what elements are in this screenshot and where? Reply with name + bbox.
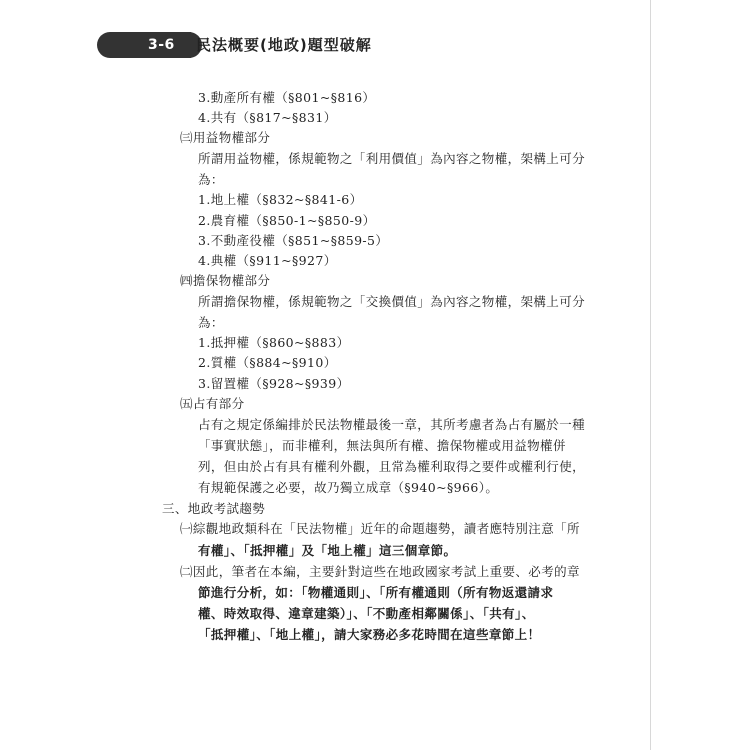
running-header-title: 民法概要(地政)題型破解 — [196, 36, 372, 54]
body-line: ㈢用益物權部分 — [180, 130, 271, 145]
body-line: ㈠綜觀地政類科在「民法物權」近年的命題趨勢，讀者應特別注意「所 — [180, 521, 580, 536]
body-line: 1.抵押權（§860~§883） — [198, 335, 350, 350]
body-line: 占有之規定係編排於民法物權最後一章，其所考慮者為占有屬於一種 — [198, 417, 586, 432]
body-line: 4.典權（§911~§927） — [198, 253, 337, 268]
body-line: 節進行分析，如：「物權通則」、「所有權通則（所有物返還請求 — [198, 585, 554, 600]
body-line: 為： — [198, 315, 224, 330]
body-line: 權、時效取得、違章建築）」、「不動產相鄰關係」、「共有」、 — [198, 606, 535, 621]
chapter-number: 3-6 — [148, 37, 175, 53]
body-line: 3.動產所有權（§801~§816） — [198, 90, 376, 105]
body-line: 列，但由於占有具有權利外觀，且常為權利取得之要件或權利行使， — [198, 459, 586, 474]
body-line: 有權」、「抵押權」及「地上權」這三個章節。 — [198, 543, 457, 558]
body-line: 2.農育權（§850-1~§850-9） — [198, 213, 376, 228]
body-line: 2.質權（§884~§910） — [198, 355, 337, 370]
body-line: 3.不動產役權（§851~§859-5） — [198, 233, 389, 248]
body-line: 為： — [198, 172, 224, 187]
body-line: ㈣擔保物權部分 — [180, 273, 271, 288]
body-line: 「抵押權」、「地上權」，請大家務必多花時間在這些章節上！ — [198, 627, 541, 642]
body-line: 有規範保護之必要，故乃獨立成章（§940~§966）。 — [198, 480, 499, 495]
body-line: 1.地上權（§832~§841-6） — [198, 192, 363, 207]
body-line: 所謂擔保物權，係規範物之「交換價值」為內容之物權，架構上可分 — [198, 294, 586, 309]
body-line: ㈤占有部分 — [180, 396, 245, 411]
body-line: 三、地政考試趨勢 — [162, 501, 266, 516]
body-line: 所謂用益物權，係規範物之「利用價值」為內容之物權，架構上可分 — [198, 151, 586, 166]
body-line: 3.留置權（§928~§939） — [198, 376, 350, 391]
body-line: 「事實狀態」，而非權利，無法與所有權、擔保物權或用益物權併 — [198, 438, 566, 453]
page-spine-divider — [650, 0, 651, 750]
body-line: 4.共有（§817~§831） — [198, 110, 337, 125]
body-line: ㈡因此，筆者在本編，主要針對這些在地政國家考試上重要、必考的章 — [180, 564, 580, 579]
